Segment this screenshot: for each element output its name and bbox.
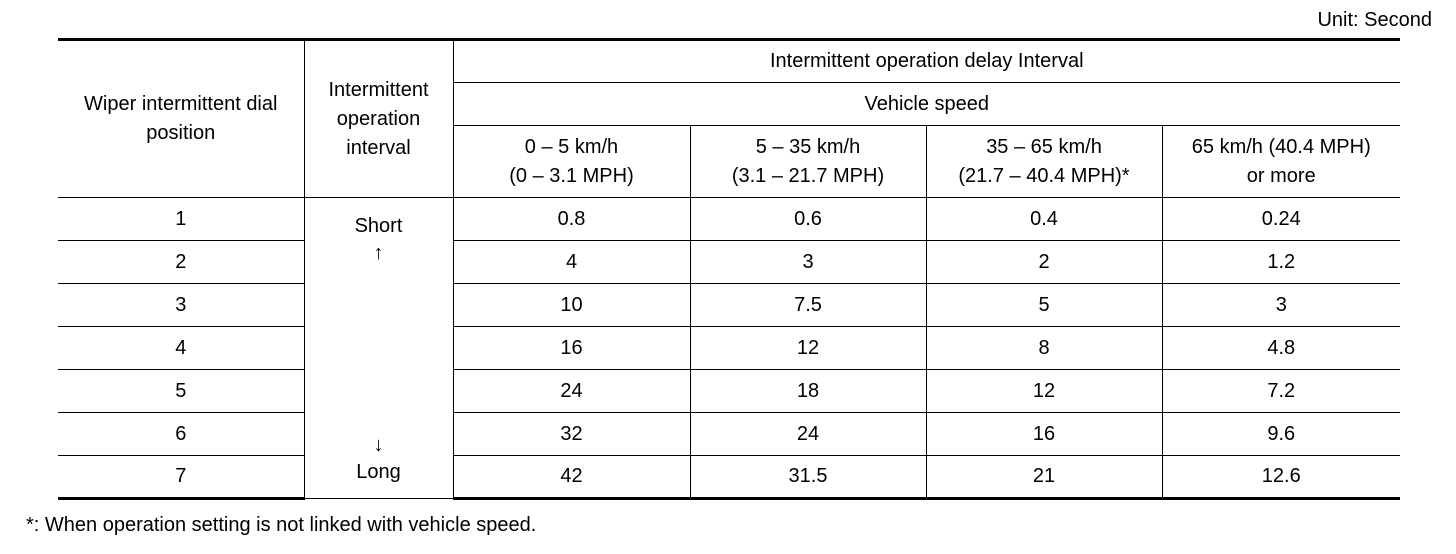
delay-value-cell: 7.5 [690, 284, 926, 327]
delay-value-cell: 2 [926, 241, 1162, 284]
delay-value-cell: 16 [453, 327, 690, 370]
header-delay-interval: Intermittent operation delay Interval [453, 40, 1400, 83]
down-arrow-icon: ↓ [373, 433, 384, 456]
dial-position-cell: 7 [58, 456, 304, 499]
delay-value-cell: 1.2 [1162, 241, 1400, 284]
header-speed-range [1162, 126, 1400, 198]
table-row [58, 284, 1400, 327]
delay-value-cell: 0.4 [926, 198, 1162, 241]
delay-value-cell: 0.6 [690, 198, 926, 241]
speed-range-line1: 35 – 65 km/h [986, 135, 1102, 158]
table-row [58, 241, 1400, 284]
delay-value-cell: 9.6 [1162, 413, 1400, 456]
speed-range-line1: 5 – 35 km/h [755, 135, 861, 158]
header-vehicle-speed: Vehicle speed [453, 83, 1400, 126]
interval-short-label: Short [354, 214, 403, 237]
delay-value-cell: 24 [690, 413, 926, 456]
footnote: *: When operation setting is not linked with vehicle speed. [26, 514, 537, 536]
table-row [58, 370, 1400, 413]
delay-value-cell: 31.5 [690, 456, 926, 499]
table-row [58, 198, 1400, 241]
delay-value-cell: 0.8 [453, 198, 690, 241]
table-row [58, 413, 1400, 456]
table-row [58, 327, 1400, 370]
interval-cell [304, 198, 453, 499]
delay-value-cell: 24 [453, 370, 690, 413]
speed-range-line1: 0 – 5 km/h [524, 135, 619, 158]
table-row [58, 456, 1400, 499]
speed-range-line2: (0 – 3.1 MPH) [509, 164, 634, 187]
dial-position-cell: 6 [58, 413, 304, 456]
delay-value-cell: 18 [690, 370, 926, 413]
dial-position-cell: 3 [58, 284, 304, 327]
delay-value-cell: 32 [453, 413, 690, 456]
delay-value-cell: 42 [453, 456, 690, 499]
unit-label: Unit: Second [1317, 9, 1432, 31]
header-speed-range [926, 126, 1162, 198]
header-speed-range [690, 126, 926, 198]
dial-position-cell: 1 [58, 198, 304, 241]
dial-position-cell: 4 [58, 327, 304, 370]
speed-range-line2: (3.1 – 21.7 MPH) [731, 164, 885, 187]
interval-long-label: Long [356, 460, 401, 483]
speed-range-line2: or more [1246, 164, 1316, 187]
delay-value-cell: 12 [926, 370, 1162, 413]
delay-value-cell: 10 [453, 284, 690, 327]
delay-value-cell: 12 [690, 327, 926, 370]
header-operation-interval: Intermittent operation interval [304, 40, 453, 198]
delay-value-cell: 12.6 [1162, 456, 1400, 499]
speed-range-line2: (21.7 – 40.4 MPH)* [958, 164, 1130, 187]
up-arrow-icon: ↑ [373, 241, 384, 264]
delay-value-cell: 8 [926, 327, 1162, 370]
delay-value-cell: 3 [690, 241, 926, 284]
delay-value-cell: 0.24 [1162, 198, 1400, 241]
delay-value-cell: 16 [926, 413, 1162, 456]
delay-value-cell: 7.2 [1162, 370, 1400, 413]
delay-value-cell: 3 [1162, 284, 1400, 327]
wiper-interval-table [58, 38, 1400, 500]
dial-position-cell: 2 [58, 241, 304, 284]
delay-value-cell: 5 [926, 284, 1162, 327]
delay-value-cell: 21 [926, 456, 1162, 499]
delay-value-cell: 4 [453, 241, 690, 284]
speed-range-line1: 65 km/h (40.4 MPH) [1191, 135, 1371, 158]
delay-value-cell: 4.8 [1162, 327, 1400, 370]
dial-position-cell: 5 [58, 370, 304, 413]
header-dial-position: Wiper intermittent dial position [58, 40, 304, 198]
header-speed-range [453, 126, 690, 198]
